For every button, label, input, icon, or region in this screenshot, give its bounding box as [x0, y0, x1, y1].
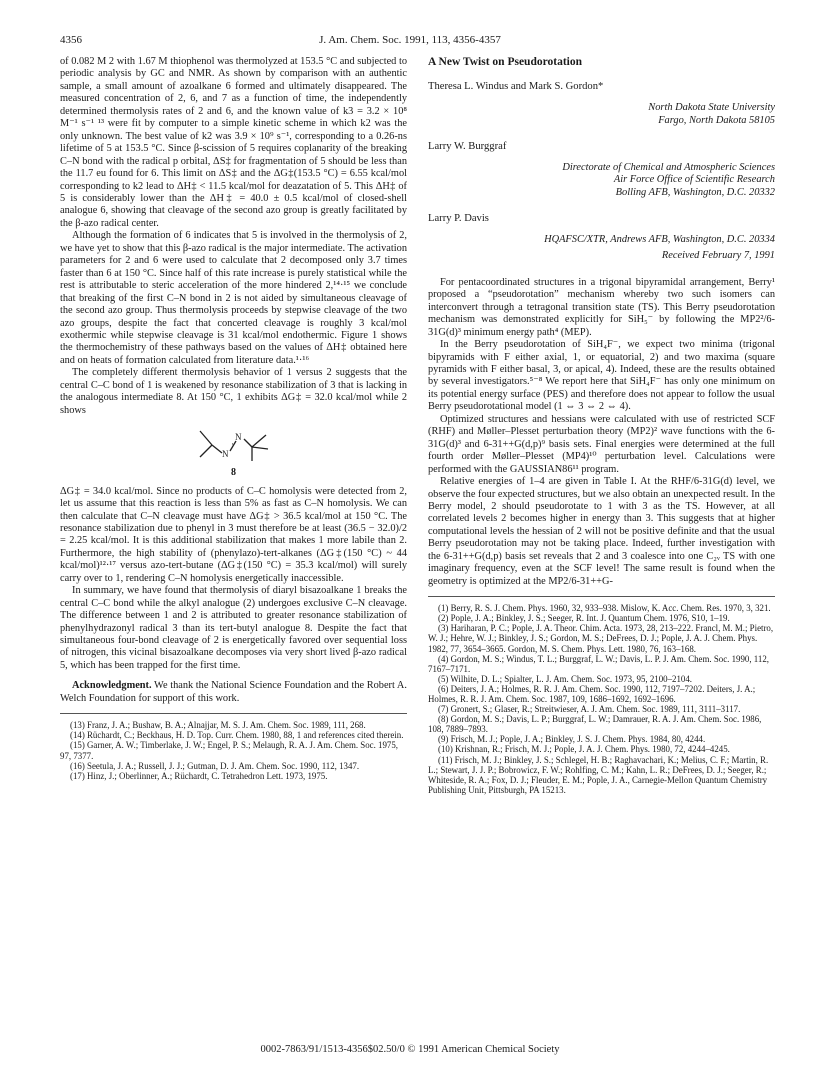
- body-paragraph: Relative energies of 1–4 are given in Table I. At the RHF/6-31G(d) level, we observe the four expected structures, but we also obtain an unexpected result. In the Berry model, 2 should pseudorotate to 1 with 3 as the TS. However, at all correlated levels 2 becomes higher in energy than 3. This suggests that at higher computational levels the hessian of 2 will not be positive definite and that the usual Berry pseudorotation may not be taking place. Indeed, further investigation with the 6-31++G(d,p) basis set reveals that 2 and 3 coalesce into one C₂ᵥ TS with one imaginary frequency, even at the SCF level! The same result is found when the geometry is optimized at the MP2/6-31++G-: [428, 476, 775, 587]
- affiliation-line: Bolling AFB, Washington, D.C. 20332: [615, 186, 775, 198]
- affiliation: [428, 234, 775, 247]
- body-paragraph: The completely different thermolysis behavior of 1 versus 2 suggests that the central C–C bond of 1 is weakened by resonance stabilization of 3 that is lacking in the analogous intermediate 8. At 150 °C, 1 exhibits ΔG‡ = 32.0 kcal/mol while 2 shows: [60, 367, 407, 416]
- body-paragraph: Although the formation of 6 indicates that 5 is involved in the thermolysis of 2, we have yet to show that this β-azo radical is the major intermediate. The activation parameters for 2 and 6 were used to calculate that 2 decomposed only 3.7 times faster than 6 at 150 °C. Since half of this rate increase is purely statistical while the rest is attributable to steric acceleration of the more hindered 2,¹⁴·¹⁵ we conclude that breaking of the first C–N bond in 2 is not aided by simultaneous cleavage of the second azo group. Thus thermolysis proceeds by stepwise cleavage of the two azo groups, despite the fact that concerted cleavage is roughly 3 kcal/mol exothermic while stepwise cleavage is 31 kcal/mol endothermic. Figure 1 shows the thermochemistry of these pathways based on the values of ΔH‡ obtained here and on heats of formation calculated from literature data.¹·¹⁶: [60, 230, 407, 366]
- acknowledgment: [60, 680, 407, 705]
- reference-item: (8) Gordon, M. S.; Davis, L. P.; Burggraf, L. W.; Damrauer, R. A. J. Am. Chem. Soc. 1986, 108, 7889–7893.: [428, 714, 762, 735]
- reference-item: (1) Berry, R. S. J. Chem. Phys. 1960, 32, 933–938. Mislow, K. Acc. Chem. Res. 1970, 3, 321.: [438, 603, 771, 614]
- structure-label: 8: [231, 467, 236, 479]
- reference-item: (9) Frisch, M. J.; Pople, J. A.; Binkley, J. S. J. Chem. Phys. 1984, 80, 4244.: [438, 734, 706, 745]
- affiliation-line: Directorate of Chemical and Atmospheric Sciences: [562, 161, 775, 173]
- reference-item: (4) Gordon, M. S.; Windus, T. L.; Burggraf, L. W.; Davis, L. P. J. Am. Chem. Soc. 1990, 112, 7167–7171.: [428, 653, 769, 674]
- received-date: Received February 7, 1991: [661, 250, 775, 262]
- acknowledgment-text: We thank the National Science Foundation and the Robert A. Welch Foundation for support of this work.: [60, 680, 407, 704]
- body-paragraph: ΔG‡ = 34.0 kcal/mol. Since no products of C–C homolysis were detected from 2, let us assume that this reaction is less than 5% as fast as C–N homolysis. We can then calculate that C–N cleavage must have ΔG‡ > 36.5 kcal/mol at 150 °C. The resonance stabilization due to phenyl in 3 must therefore be at least (36.5 − 32.0)/2 = 2.25 kcal/mol. It is this additional stabilization that makes 1 more labile than 2. Furthermore, the high stability of (phenylazo)-tert-alkanes (ΔG‡(150 °C) ~ 44 kcal/mol)¹²·¹⁷ versus azo-tert-butane (ΔG‡(150 °C) = 35.3 kcal/mol) will surely carry over to 1, rendering C–N homolysis energetically inaccessible.: [60, 485, 407, 584]
- svg-text:·: ·: [230, 439, 234, 450]
- reference-item: (13) Franz, J. A.; Bushaw, B. A.; Alnajjar, M. S. J. Am. Chem. Soc. 1989, 111, 268.: [70, 720, 366, 731]
- body-paragraph: Optimized structures and hessians were calculated with use of restricted SCF (RHF) and Møller–Plesset perturbation theory (MP2)² wave functions with the 6-31G(d)³ and 6-31++G(d,p)⁹ basis sets. Final energies were determined at the full fourth order Møller–Plesset (MP4)¹⁰ perturbation level. Calculations were performed with the GAUSSIAN86¹¹ program.: [428, 413, 775, 475]
- reference-item: (15) Garner, A. W.; Timberlake, J. W.; Engel, P. S.; Melaugh, R. A. J. Am. Chem. Soc. 1975, 97, 7377.: [60, 740, 399, 761]
- svg-text:N: N: [234, 432, 241, 443]
- author-line: Larry P. Davis: [428, 213, 489, 225]
- acknowledgment-heading: Acknowledgment.: [72, 680, 152, 692]
- azo-structure-diagram: [194, 425, 274, 463]
- reference-item: (2) Pople, J. A.; Binkley, J. S.; Seeger, R. Int. J. Quantum Chem. 1976, S10, 1–19.: [438, 613, 730, 624]
- article-title: A New Twist on Pseudorotation: [428, 56, 582, 68]
- affiliation-line: Air Force Office of Scientific Research: [613, 174, 775, 186]
- reference-item: (5) Wilhite, D. L.; Spialter, L. J. Am. Chem. Soc. 1973, 95, 2100–2104.: [438, 673, 693, 684]
- body-paragraph: For pentacoordinated structures in a trigonal bipyramidal arrangement, Berry¹ proposed a “pseudorotation” mechanism whereby two such isomers can interconvert through a tetragonal transition state (TS). This Berry pseudorotation mechanism was demonstrated explicitly for SiH₅⁻ by following the MP2²/6-31G(d)³ minimum energy path⁴ (MEP).: [428, 276, 775, 338]
- left-column: [60, 56, 407, 781]
- reference-item: (3) Hariharan, P. C.; Pople, J. A. Theor. Chim. Acta. 1973, 28, 213–222. Francl, M. M.; Pietro, W. J.; Hehre, W. J.; Binkley, J. S.; Gordon, M. S.; DeFrees, D. J.; Pople, J. A. J. Chem. Phys. 1982, 77, 3654–3665. Gordon, M. S. Chem. Phys. Lett. 1980, 76, 163–168.: [428, 623, 774, 654]
- author-line: Theresa L. Windus and Mark S. Gordon*: [428, 81, 604, 93]
- reference-item: (16) Seetula, J. A.; Russell, J. J.; Gutman, D. J. Am. Chem. Soc. 1990, 112, 1347.: [70, 760, 360, 771]
- right-column: [428, 56, 775, 795]
- body-paragraph: In summary, we have found that thermolysis of diaryl bisazoalkane 1 breaks the central C–C bond while the alkyl analogue (2) undergoes exclusive C–N cleavage. The difference between 1 and 2 is attributed to greater resonance stabilization of phenylhydrazonyl radical 3 than its tert-butyl analogue 8. Despite the fact that simultaneous four-bond cleavage of 2 is energetically favored over sequential loss of nitrogen, this vicinal bisazoalkane decomposes via very short lived β-azo radical 5, which has been trapped for the first time.: [60, 585, 407, 671]
- reference-item: (10) Krishnan, R.; Frisch, M. J.; Pople, J. A. J. Chem. Phys. 1980, 72, 4244–4245.: [438, 744, 730, 755]
- reference-list: [428, 603, 775, 795]
- reference-item: (14) Rüchardt, C.; Beckhaus, H. D. Top. Curr. Chem. 1980, 88, 1 and references cited therein.: [70, 730, 404, 741]
- page-number: 4356: [60, 34, 82, 46]
- reference-item: (7) Gronert, S.; Glaser, R.; Streitwieser, A. J. Am. Chem. Soc. 1989, 111, 3111–3117.: [438, 704, 741, 715]
- affiliation-line: North Dakota State University: [648, 101, 775, 113]
- affiliation-line: Fargo, North Dakota 58105: [658, 114, 775, 126]
- affiliation-line: HQAFSC/XTR, Andrews AFB, Washington, D.C. 20334: [544, 233, 775, 245]
- affiliation: [428, 102, 775, 127]
- running-header: J. Am. Chem. Soc. 1991, 113, 4356-4357: [319, 34, 501, 46]
- reference-item: (11) Frisch, M. J.; Binkley, J. S.; Schlegel, H. B.; Raghavachari, K.; Melius, C. F.; Martin, R. L.; Stewart, J. J. P.; Bobrowicz, F. W.; Rohlfing, C. M.; Kahn, L. R.; DeFrees, D. J.; Seeger, R.; Whiteside, R. A.; Fox, D. J.; Fleuder, E. M.; Pople, J. A., Carnegie-Mellon Quantum Chemistry Publishing Unit, Pittsburgh, PA 15213.: [428, 754, 769, 795]
- reference-item: (17) Hinz, J.; Oberlinner, A.; Rüchardt, C. Tetrahedron Lett. 1973, 1975.: [70, 770, 328, 781]
- copyright-footer: 0002-7863/91/1513-4356$02.50/0 © 1991 American Chemical Society: [260, 1044, 560, 1055]
- svg-text:N: N: [221, 449, 228, 460]
- reference-item: (6) Deiters, J. A.; Holmes, R. R. J. Am. Chem. Soc. 1990, 112, 7197–7202. Deiters, J. A.; Holmes, R. R. J. Am. Chem. Soc. 1987, 109, 1686–1692, 1692–1696.: [428, 683, 756, 704]
- footnote-divider: [428, 596, 775, 597]
- body-paragraph: In the Berry pseudorotation of SiH₄F⁻, we expect two minima (trigonal bipyramids with F either axial, 1, or equatorial, 2) and two maxima (square pyramids with F either basal, 3, or apical, 4). Indeed, these are the results obtained by several investigators.⁵⁻⁸ We report here that SiH₄F⁻ has only one minimum on its potential energy surface (PES) and therefore does not appear to follow the usual Berry pseudorotational model (1 ⇔ 3 ⇔ 2 ⇔ 4).: [428, 339, 775, 413]
- body-paragraph: of 0.082 M 2 with 1.67 M thiophenol was thermolyzed at 153.5 °C and subjected to periodic analysis by GC and NMR. As shown by comparison with an authentic sample, a small amount of azoalkane 6 formed and ultimately disappeared. The measured concentration of 2, 6, and 7 as a function of time, the independently determined thermolysis rates of 2 and 6, and the known value of k3 = 3.2 × 10⁸ M⁻¹ s⁻¹ ¹³ were fit by computer to a simple kinetic scheme in which k2 was the only unknown. The best value of k2 was 3.9 × 10⁹ s⁻¹, corresponding to a 0.26-ns lifetime of 5 at 153.5 °C. Since β-scission of 5 requires coplanarity of the breaking C–N bond with the radical p orbital, ΔS‡ for fragmentation of 5 should be less than the 11.7 eu found for 6. This limit on ΔS‡ and the ΔG‡(153.5 °C) = 6.55 kcal/mol corresponding to k2 lead to ΔH‡ < 11.5 kcal/mol for deazatation of 5. This ΔH‡ of 5 is considerably lower than the ΔH‡ = 40.0 ± 0.5 kcal/mol of closed-shell analogue 6, showing that cleavage of the second azo group is greatly facilitated by the β-azo radical center.: [60, 56, 407, 229]
- affiliation: [428, 162, 775, 200]
- author-line: Larry W. Burggraf: [428, 141, 507, 153]
- footnote-divider: [60, 713, 407, 714]
- reference-list: [60, 720, 407, 781]
